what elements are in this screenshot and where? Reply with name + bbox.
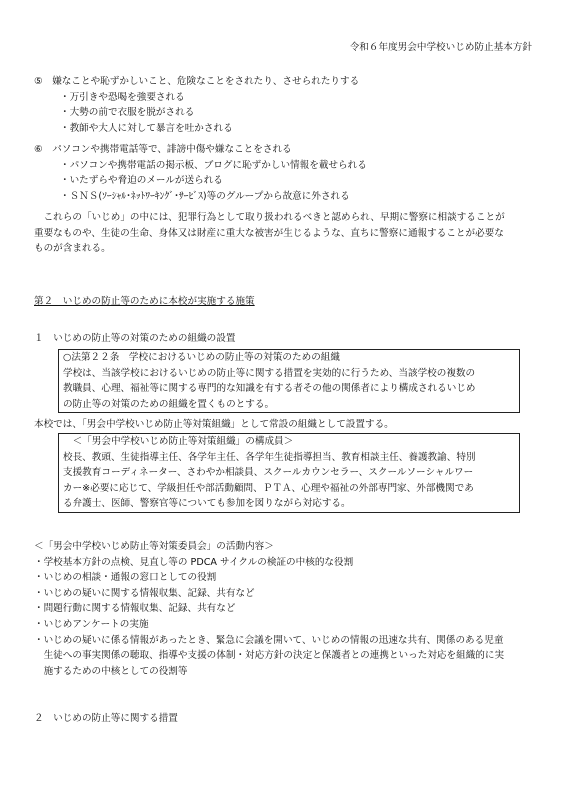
activity-item: 施するための中核としての役割等 [34,665,188,677]
item-5-bullet: ・教師や大人に対して暴言を吐かされる [60,122,233,134]
page-header-title: 令和６年度男会中学校いじめ防止基本方針 [349,42,532,53]
subsection-2-heading: ２ いじめの防止等に関する措置 [34,713,178,724]
paragraph-line: ものが含まれる。 [34,243,111,255]
item-6-block [34,142,532,204]
activity-item: ・学校基本方針の点検、見直し等の PDCA サイクルの検証の中核的な役割 [34,556,354,568]
item-6-bullet: ・いたずらや脅迫のメールが送られる [60,175,223,187]
activity-item: ・いじめアンケートの実施 [34,618,149,630]
item-6-title: ⑥ パソコンや携帯電話等で、誹謗中傷や嫌なことをされる [34,144,292,155]
member-box-line: カー※必要に応じて、学級担任や部活動顧問、ＰＴＡ、心理や福祉の外部専門家、外部機関であ [63,482,474,494]
subsection-1-heading: １ いじめの防止等の対策のための組織の設置 [34,333,236,344]
activity-item: ・いじめの疑いに関する情報収集、記録、共有など [34,587,255,599]
member-box-title: ＜「男会中学校いじめ防止等対策組織」の構成員＞ [63,436,294,447]
law-box-line: 学校は、当該学校におけるいじめの防止等に関する措置を実効的に行うため、当該学校の複数の [63,367,476,379]
ijime-paragraph [34,210,532,257]
item-5-bullet: ・大勢の前で衣服を脱がされる [60,107,195,119]
paragraph-line: 重要なものや、生徒の生命、身体又は財産に重大な被害が生じるような、直ちに警察に通報することが必要な [34,227,504,239]
item-5-title: ⑤ 嫌なことや恥ずかしいこと、危険なことをされたり、させられたりする [34,76,360,87]
activity-item: ・問題行動に関する情報収集、記録、共有など [34,603,236,615]
activity-item: ・いじめの疑いに係る情報があったとき、緊急に会議を開いて、いじめの情報の迅速な共有、関係のある児童 [34,634,504,646]
activity-item: ・いじめの相談・通報の窓口としての役割 [34,572,217,584]
law-box-line: ○法第２２条 学校におけるいじめの防止等の対策のための組織 [63,352,340,363]
paragraph-line: これらの「いじめ」の中には、犯罪行為として取り扱われるべきと認められ、早期に警察に相談することが [34,212,505,223]
activities-heading: ＜「男会中学校いじめ防止等対策委員会」の活動内容＞ [34,541,274,552]
member-box-line: る弁護士、医師、警察官等についても参加を図りながら対応する。 [63,498,351,510]
school-statement: 本校では、「男会中学校いじめ防止等対策組織」として常設の組織として設置する。 [34,419,394,430]
activity-item: 生徒への事実関係の聴取、指導や支援の体制・対応方針の決定と保護者との連携といった対応を組織的に実 [34,650,505,662]
member-box-line: 校長、教頭、生徒指導主任、各学年主任、各学年生徒指導担当、教育相談主任、養護教諭、特別 [63,451,476,463]
member-box [58,433,520,513]
item-6-bullet: ・パソコンや携帯電話の掲示板、ブログに恥ずかしい情報を載せられる [60,159,367,171]
law-article-box [58,349,520,413]
law-box-line: 教職員、心理、福祉等に関する専門的な知識を有する者その他の関係者により構成されるいじめ [63,383,476,395]
member-box-line: 支援教育コーディネーター、さわやか相談員、スクールカウンセラー、スクールソーシャルワー [63,467,474,479]
law-box-line: の防止等の対策のための組織を置くものとする。 [63,398,275,410]
activities-block [34,539,532,679]
item-6-bullet: ・ＳＮＳ(ｿｰｼｬﾙ･ﾈｯﾄﾜｰｷﾝｸﾞ･ｻｰﾋﾞｽ)等のグループから故意に外される [60,190,350,202]
section-2-heading: 第２ いじめの防止等のために本校が実施する施策 [34,296,255,307]
item-5-block [34,74,532,136]
item-5-bullet: ・万引きや恐喝を強要される [60,91,185,103]
